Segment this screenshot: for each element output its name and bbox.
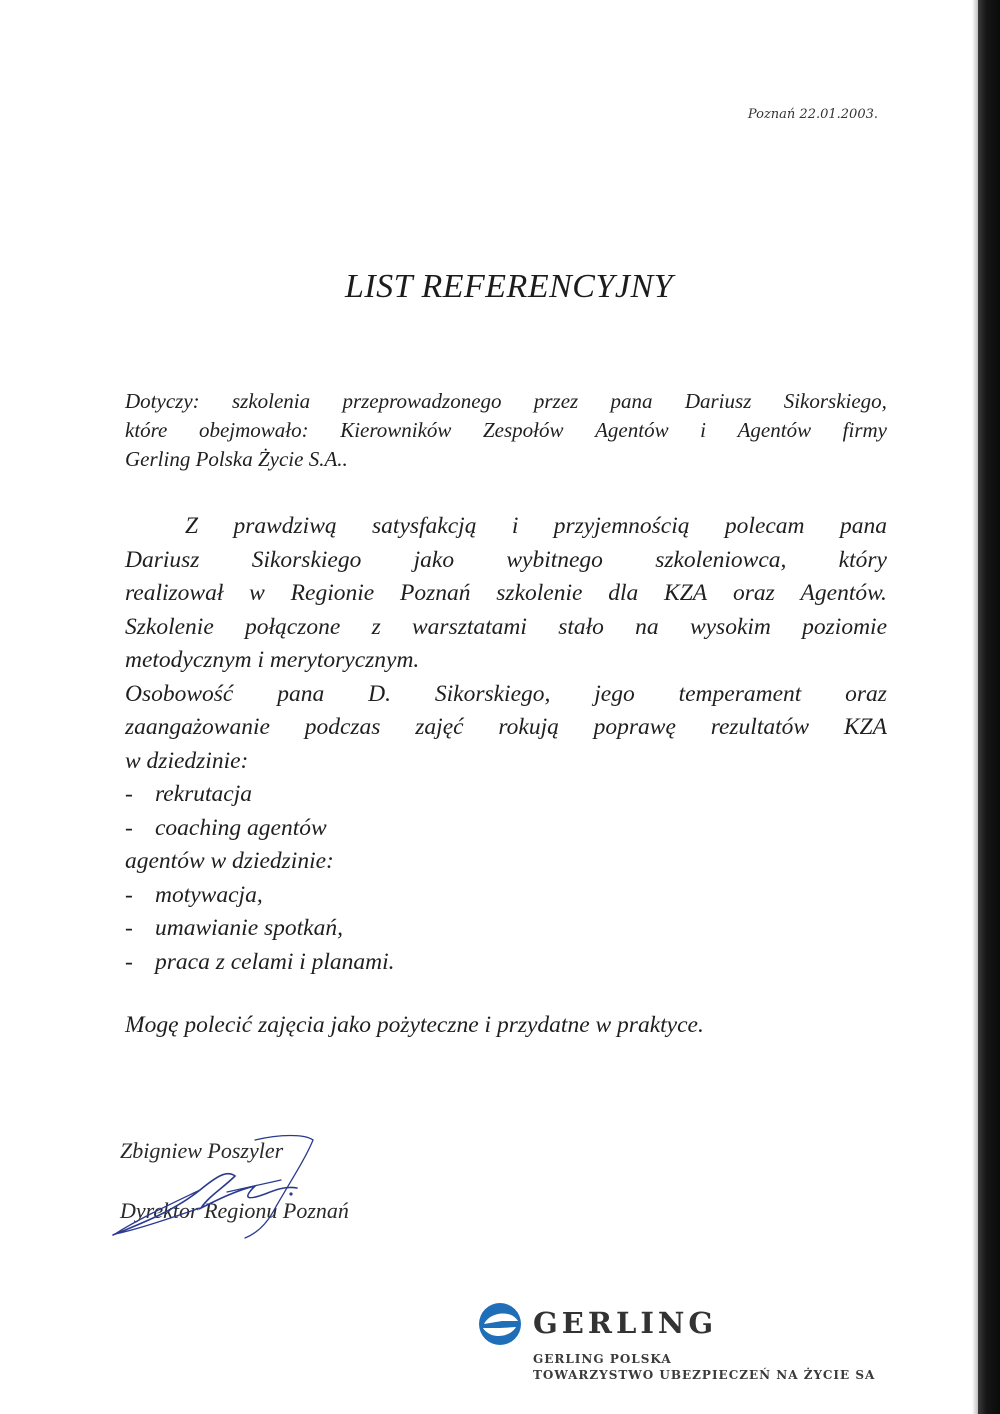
- word: jego: [594, 680, 635, 707]
- subject-line-3: Gerling Polska Życie S.A..: [125, 447, 348, 471]
- subject-line-2: [125, 416, 887, 445]
- signer-name: Zbigniew Poszyler: [120, 1138, 284, 1163]
- word: temperament: [678, 680, 802, 707]
- word: z: [371, 613, 381, 640]
- word: które: [125, 418, 168, 442]
- word: i: [511, 513, 519, 539]
- word: pana: [839, 513, 887, 539]
- list-item: [125, 812, 887, 846]
- word: Sikorskiego: [251, 546, 362, 573]
- word: poprawę: [593, 714, 676, 740]
- word: polecam: [724, 513, 805, 539]
- list-dash: -: [125, 948, 133, 975]
- word: Agentów: [737, 418, 812, 442]
- body-line-3: [125, 577, 887, 611]
- word: prawdziwą: [233, 513, 337, 539]
- signature-block: [105, 1130, 425, 1250]
- word: Agentów: [595, 418, 669, 442]
- word: Sikorskiego,: [434, 680, 551, 707]
- word: wysokim: [689, 613, 771, 640]
- word: Regionie: [290, 580, 375, 606]
- logo-subtitle-2: TOWARZYSTWO UBEZPIECZEŃ NA ŻYCIE SA: [533, 1368, 876, 1382]
- body-line-7: [125, 711, 887, 745]
- word: w: [249, 580, 265, 606]
- word: który: [838, 546, 887, 573]
- subject-paragraph: [125, 387, 887, 474]
- word: KZA: [843, 714, 887, 740]
- document-title: LIST REFERENCYJNY: [344, 268, 674, 305]
- word: Poznań: [399, 580, 471, 606]
- word: przeprowadzonego: [342, 389, 502, 413]
- word: na: [635, 613, 659, 640]
- list-dash: -: [125, 781, 133, 807]
- word: KZA: [664, 580, 708, 606]
- word: Dotyczy:: [125, 389, 200, 413]
- word: szkolenia: [231, 389, 311, 413]
- body-line-4: [125, 611, 887, 645]
- word: firmy: [842, 418, 887, 442]
- word: oraz: [845, 680, 887, 707]
- body-line-1: [125, 510, 887, 544]
- word: pana: [277, 680, 325, 707]
- word: pana: [610, 389, 653, 413]
- handwritten-signature-icon: [105, 1130, 425, 1250]
- closing-paragraph: [125, 1008, 887, 1042]
- body-line-2: [125, 544, 887, 578]
- word: satysfakcją: [372, 513, 477, 539]
- list-dash: -: [125, 814, 133, 841]
- subject-line-1: [125, 387, 887, 416]
- word: jako: [413, 546, 455, 573]
- word: Z: [185, 513, 199, 539]
- word: D.: [368, 680, 391, 707]
- list-item-text: praca z celami i planami.: [155, 948, 395, 975]
- word: połączone: [245, 613, 341, 640]
- body-line-6: [125, 678, 887, 712]
- word: oraz: [732, 580, 775, 606]
- list-item: [125, 912, 887, 946]
- word: podczas: [304, 714, 381, 740]
- word: wybitnego: [506, 546, 603, 573]
- body-line-5: metodycznym i merytorycznym.: [125, 647, 420, 673]
- list-dash: -: [125, 881, 133, 908]
- logo-subtitle-1: GERLING POLSKA: [533, 1352, 672, 1366]
- word: przyjemnością: [553, 513, 690, 539]
- word: Sikorskiego,: [783, 389, 887, 413]
- word: Zespołów: [483, 418, 564, 442]
- word: Dariusz: [684, 389, 752, 413]
- word: Szkolenie: [125, 613, 214, 640]
- body-line-8: w dziedzinie:: [125, 747, 249, 774]
- word: poziomie: [802, 613, 887, 640]
- closing-line: Mogę polecić zajęcia jako pożyteczne i przydatne w praktyce.: [125, 1012, 704, 1038]
- word: zaangażowanie: [125, 714, 270, 740]
- word: stało: [558, 613, 604, 640]
- word: Osobowość: [125, 680, 234, 707]
- word: Agentów.: [800, 580, 887, 606]
- list-item: [125, 946, 887, 980]
- scan-edge-shadow: [978, 0, 1000, 1414]
- word: zajęć: [415, 714, 464, 740]
- list-item-text: rekrutacja: [155, 781, 253, 807]
- list-item-text: umawianie spotkań,: [155, 915, 343, 941]
- word: Kierowników: [340, 418, 452, 442]
- company-logo: [478, 1302, 938, 1392]
- signer-role: Dyrektor Regionu Poznań: [120, 1198, 349, 1223]
- kza-area-list: [125, 778, 887, 845]
- word: i: [700, 418, 707, 442]
- word: obejmowało:: [198, 418, 309, 442]
- word: przez: [533, 389, 579, 413]
- letter-date: Poznań 22.01.2003.: [747, 107, 878, 122]
- word: rokują: [498, 714, 559, 740]
- agents-area-heading: agentów w dziedzinie:: [125, 848, 334, 874]
- word: szkoleniowca,: [655, 546, 787, 573]
- word: dla: [608, 580, 639, 606]
- list-item: [125, 778, 887, 812]
- list-item-text: coaching agentów: [155, 814, 327, 841]
- word: rezultatów: [710, 714, 810, 740]
- list-item-text: motywacja,: [155, 881, 263, 908]
- word: warsztatami: [412, 613, 527, 640]
- word: realizował: [125, 580, 224, 606]
- gerling-logo-icon: [478, 1302, 522, 1346]
- word: szkolenie: [496, 580, 583, 606]
- list-item: [125, 879, 887, 913]
- list-dash: -: [125, 915, 133, 941]
- logo-wordmark: GERLING: [533, 1306, 718, 1340]
- body-paragraph: [125, 510, 887, 979]
- agents-area-list: [125, 879, 887, 980]
- word: Dariusz: [125, 546, 200, 573]
